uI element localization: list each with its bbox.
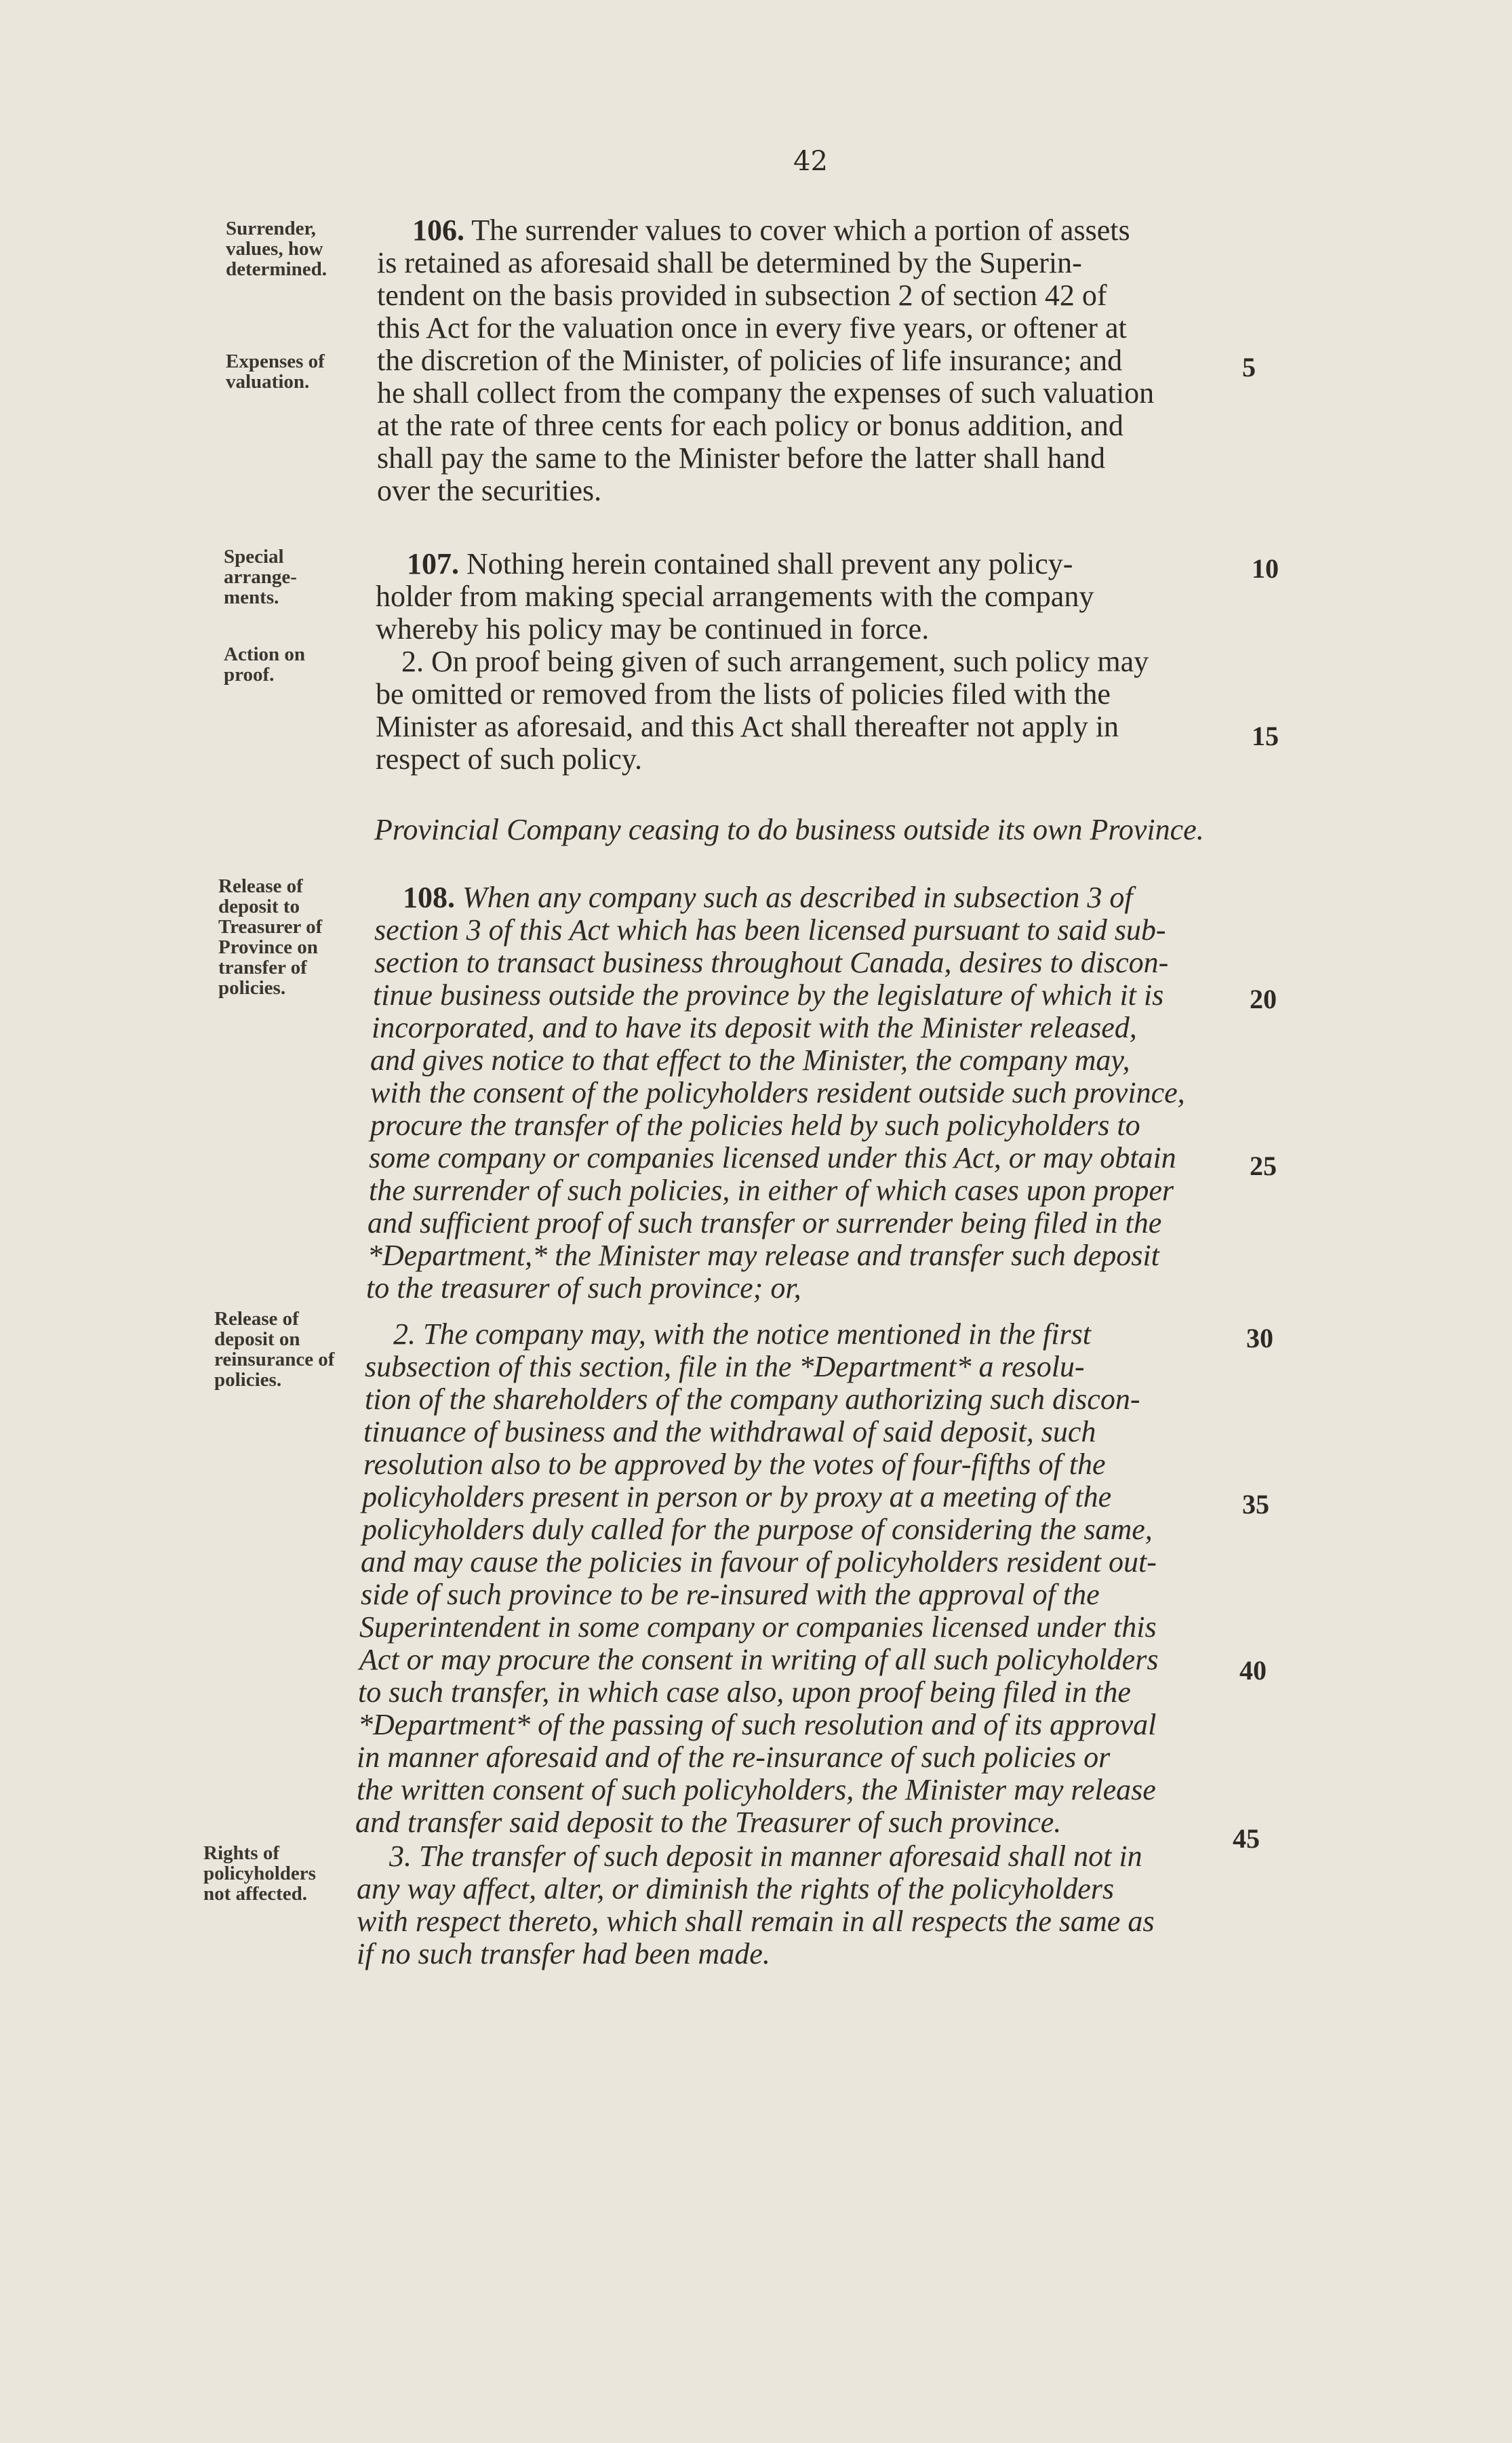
line-number: 30 <box>1246 1323 1273 1353</box>
line-number: 35 <box>1242 1489 1269 1520</box>
section-106-line: he shall collect from the company the expenses of such valuation <box>377 376 1155 410</box>
section-108-line: subsection of this section, file in the *Department* a resolu- <box>365 1350 1085 1383</box>
section-108-line: with the consent of the policyholders resident outside such province, <box>370 1076 1185 1109</box>
section-107-line: 107. Nothing herein contained shall prevent any policy- <box>407 547 1073 580</box>
section-108-line: policyholders present in person or by proxy at a meeting of the <box>362 1480 1112 1513</box>
section-108-line: and gives notice to that effect to the Minister, the company may, <box>370 1044 1130 1077</box>
section-107-line: holder from making special arrangements with the company <box>376 580 1094 613</box>
section-108-line: some company or companies licensed under this Act, or may obtain <box>369 1141 1176 1174</box>
section-107-line: whereby his policy may be continued in force. <box>376 612 930 645</box>
side-note-release-transfer: Release of deposit to Treasurer of Province on transfer of policies. <box>218 875 323 999</box>
line-number: 5 <box>1242 352 1256 382</box>
section-108-line: tinue business outside the province by the legislature of which it is <box>373 978 1164 1012</box>
section-108-line: with respect thereto, which shall remain in all respects the same as <box>357 1905 1155 1938</box>
section-107-line: 2. On proof being given of such arrangement, such policy may <box>401 645 1149 678</box>
section-108-line: procure the transfer of the policies held by such policyholders to <box>370 1109 1140 1142</box>
line-number: 20 <box>1250 984 1277 1014</box>
section-108-line: 108. When any company such as described in subsection 3 of <box>403 881 1133 914</box>
line-number: 45 <box>1233 1823 1260 1854</box>
section-106-number: 106. <box>412 214 464 247</box>
section-108-line: and sufficient proof of such transfer or surrender being filed in the <box>367 1206 1162 1239</box>
section-108-line: 2. The company may, with the notice mentioned in the first <box>393 1317 1091 1351</box>
section-108-line: tion of the shareholders of the company authorizing such discon- <box>365 1383 1140 1416</box>
section-106-line: over the securities. <box>377 474 602 507</box>
section-108-line: resolution also to be approved by the votes of four-fifths of the <box>363 1448 1106 1481</box>
section-106-line: shall pay the same to the Minister before the latter shall hand <box>377 441 1106 475</box>
section-108-number: 108. <box>403 881 455 914</box>
section-108-line: incorporated, and to have its deposit with the Minister released, <box>372 1011 1137 1044</box>
section-108-line: and transfer said deposit to the Treasurer of such province. <box>355 1806 1062 1839</box>
section-108-line: side of such province to be re-insured with the approval of the <box>361 1578 1100 1611</box>
side-note-action-on-proof: Action on proof. <box>224 643 306 686</box>
section-108-line: section to transact business throughout Canada, desires to discon- <box>374 946 1169 979</box>
section-107-line: respect of such policy. <box>376 742 643 776</box>
section-106-line: at the rate of three cents for each policy or bonus addition, and <box>377 409 1123 442</box>
section-106-line: 106. The surrender values to cover which a portion of assets <box>412 214 1130 247</box>
section-108-line: 3. The transfer of such deposit in manner aforesaid shall not in <box>389 1840 1142 1873</box>
side-note-release-reinsurance: Release of deposit on reinsurance of policies. <box>214 1308 335 1391</box>
section-106-line: this Act for the valuation once in every five years, or oftener at <box>377 311 1127 344</box>
section-106-line: is retained as aforesaid shall be determined by the Superin- <box>377 246 1082 279</box>
section-108-line: in manner aforesaid and of the re-insurance of such policies or <box>357 1741 1111 1774</box>
page-number: 42 <box>793 146 828 177</box>
section-108-line: *Department* of the passing of such resolution and of its approval <box>358 1708 1157 1741</box>
section-108-line: to such transfer, in which case also, upon proof being filed in the <box>358 1675 1131 1709</box>
section-107-line: be omitted or removed from the lists of policies filed with the <box>376 677 1111 711</box>
section-heading: Provincial Company ceasing to do business outside its own Province. <box>374 813 1204 846</box>
section-107-line: Minister as aforesaid, and this Act shall thereafter not apply in <box>376 710 1119 743</box>
side-note-expenses: Expenses of valuation. <box>226 351 325 393</box>
section-108-line: to the treasurer of such province; or, <box>366 1271 801 1305</box>
side-note-rights-not-affected: Rights of policyholders not affected. <box>203 1842 316 1905</box>
section-108-line: Act or may procure the consent in writing of all such policyholders <box>359 1643 1159 1676</box>
line-number: 15 <box>1252 721 1279 751</box>
section-108-line: the written consent of such policyholders, the Minister may release <box>357 1773 1156 1806</box>
side-note-surrender: Surrender, values, how determined. <box>226 218 327 280</box>
side-note-special-arrangements: Special arrange- ments. <box>224 546 297 608</box>
section-107-number: 107. <box>407 547 459 580</box>
section-106-line: the discretion of the Minister, of policies of life insurance; and <box>377 344 1123 377</box>
section-108-line: the surrender of such policies, in either of which cases upon proper <box>369 1174 1174 1207</box>
section-108-line: tinuance of business and the withdrawal of said deposit, such <box>363 1415 1096 1448</box>
section-108-line: Superintendent in some company or companies licensed under this <box>359 1610 1157 1644</box>
section-108-line: policyholders duly called for the purpose of considering the same, <box>362 1513 1153 1546</box>
section-108-line: any way affect, alter, or diminish the rights of the policyholders <box>357 1872 1114 1905</box>
line-number: 10 <box>1252 553 1279 584</box>
section-108-line: if no such transfer had been made. <box>357 1937 770 1970</box>
line-number: 25 <box>1250 1151 1277 1181</box>
section-108-line: *Department,* the Minister may release and transfer such deposit <box>367 1239 1159 1272</box>
section-106-line: tendent on the basis provided in subsection 2 of section 42 of <box>377 279 1107 312</box>
section-108-line: section 3 of this Act which has been licensed pursuant to said sub- <box>374 913 1166 947</box>
line-number: 40 <box>1239 1655 1267 1686</box>
section-108-line: and may cause the policies in favour of policyholders resident out- <box>361 1545 1157 1578</box>
